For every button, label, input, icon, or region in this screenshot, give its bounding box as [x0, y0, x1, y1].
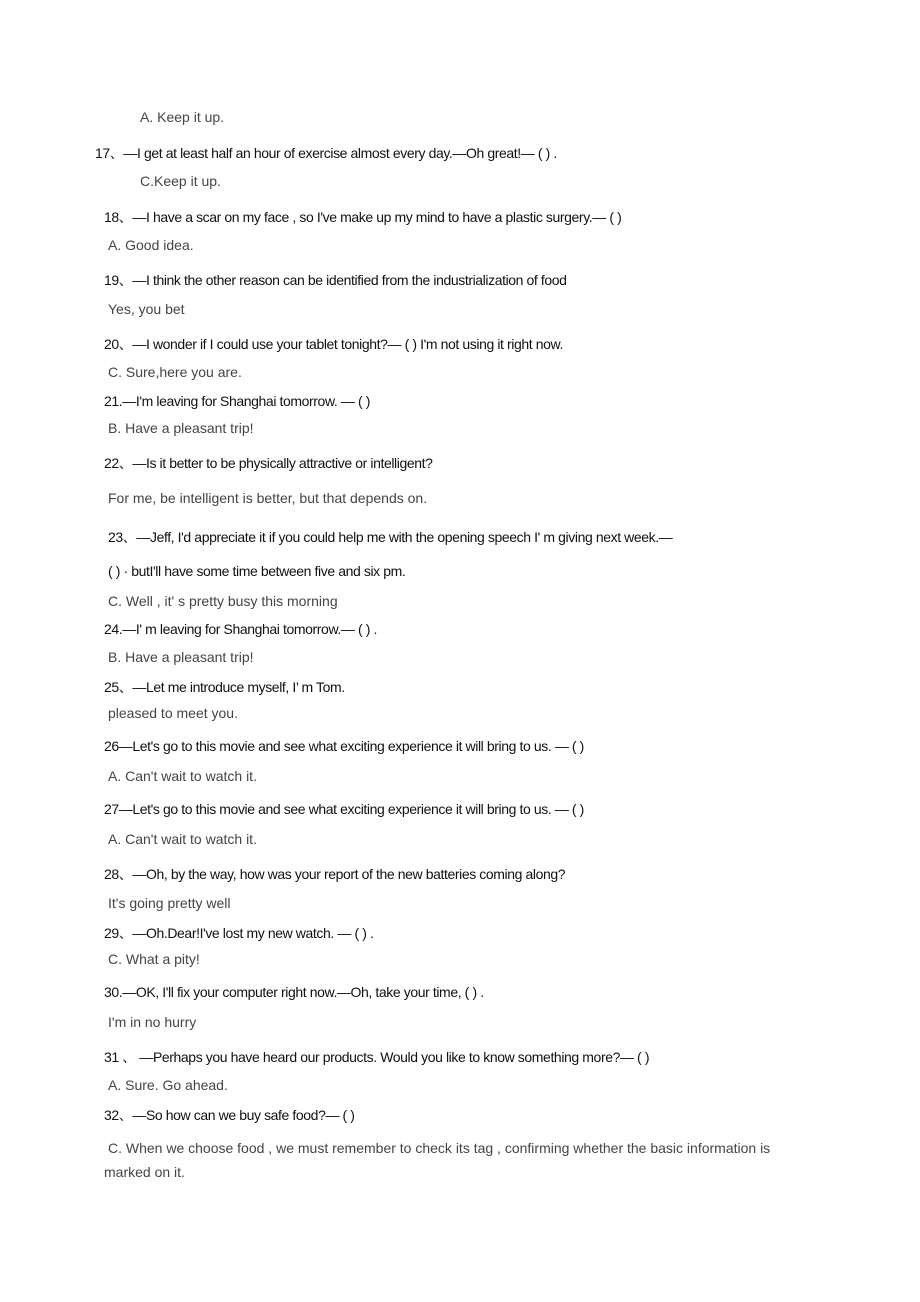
answer-line: C. Sure,here you are.	[108, 364, 242, 380]
question-line: 20、—I wonder if I could use your tablet tonight?— ( ) I'm not using it right now.	[104, 336, 563, 352]
question-line: ( ) · butI'll have some time between five and six pm.	[108, 563, 406, 579]
question-line: 27—Let's go to this movie and see what exciting experience it will bring to us. — ( )	[104, 801, 584, 817]
question-line: 25、—Let me introduce myself, I’ m Tom.	[104, 679, 345, 695]
answer-paragraph: C. When we choose food , we must remember to check its tag , confirming whether the basic information is marked on it.	[104, 1140, 771, 1180]
answer-line: C. What a pity!	[108, 951, 200, 967]
question-line: 19、—I think the other reason can be identified from the industrialization of food	[104, 272, 567, 288]
answer-line: A. Can't wait to watch it.	[108, 831, 257, 847]
question-line: 29、—Oh.Dear!I've lost my new watch. — ( ) .	[104, 925, 374, 941]
answer-line: It's going pretty well	[108, 895, 231, 911]
question-line: 21.—I'm leaving for Shanghai tomorrow. — ( )	[104, 393, 370, 409]
question-line: 23、—Jeff, I'd appreciate it if you could help me with the opening speech I' m giving next week.—	[108, 529, 673, 545]
question-line: 26—Let's go to this movie and see what exciting experience it will bring to us. — ( )	[104, 738, 584, 754]
answer-line: For me, be intelligent is better, but that depends on.	[108, 490, 428, 506]
answer-line: A. Can't wait to watch it.	[108, 768, 257, 784]
question-line: 31 、 —Perhaps you have heard our products. Would you like to know something more?— ( )	[104, 1049, 650, 1065]
answer-line: C. Well , it' s pretty busy this morning	[108, 593, 338, 609]
question-line: 22、—Is it better to be physically attractive or intelligent?	[104, 455, 433, 471]
question-line: 24.—I' m leaving for Shanghai tomorrow.— ( ) .	[104, 621, 377, 637]
answer-line: Yes, you bet	[108, 301, 185, 317]
question-line: 18、—I have a scar on my face , so I've make up my mind to have a plastic surgery.— ( )	[104, 209, 622, 225]
question-line: 17、—I get at least half an hour of exercise almost every day.—Oh great!— ( ) .	[95, 145, 557, 161]
question-line: 28、—Oh, by the way, how was your report of the new batteries coming along?	[104, 866, 566, 882]
answer-line: I'm in no hurry	[108, 1014, 197, 1030]
answer-line: B. Have a pleasant trip!	[108, 420, 254, 436]
answer-line: A. Good idea.	[108, 237, 194, 253]
question-line: 30.—OK, I'll fix your computer right now.—Oh, take your time, ( ) .	[104, 984, 484, 1000]
answer-line: A. Sure. Go ahead.	[108, 1077, 228, 1093]
question-line: 32、—So how can we buy safe food?— ( )	[104, 1107, 355, 1123]
answer-line: A. Keep it up.	[140, 109, 225, 125]
answer-line: B. Have a pleasant trip!	[108, 649, 254, 665]
answer-line: pleased to meet you.	[108, 705, 238, 721]
answer-line: C.Keep it up.	[140, 173, 221, 189]
